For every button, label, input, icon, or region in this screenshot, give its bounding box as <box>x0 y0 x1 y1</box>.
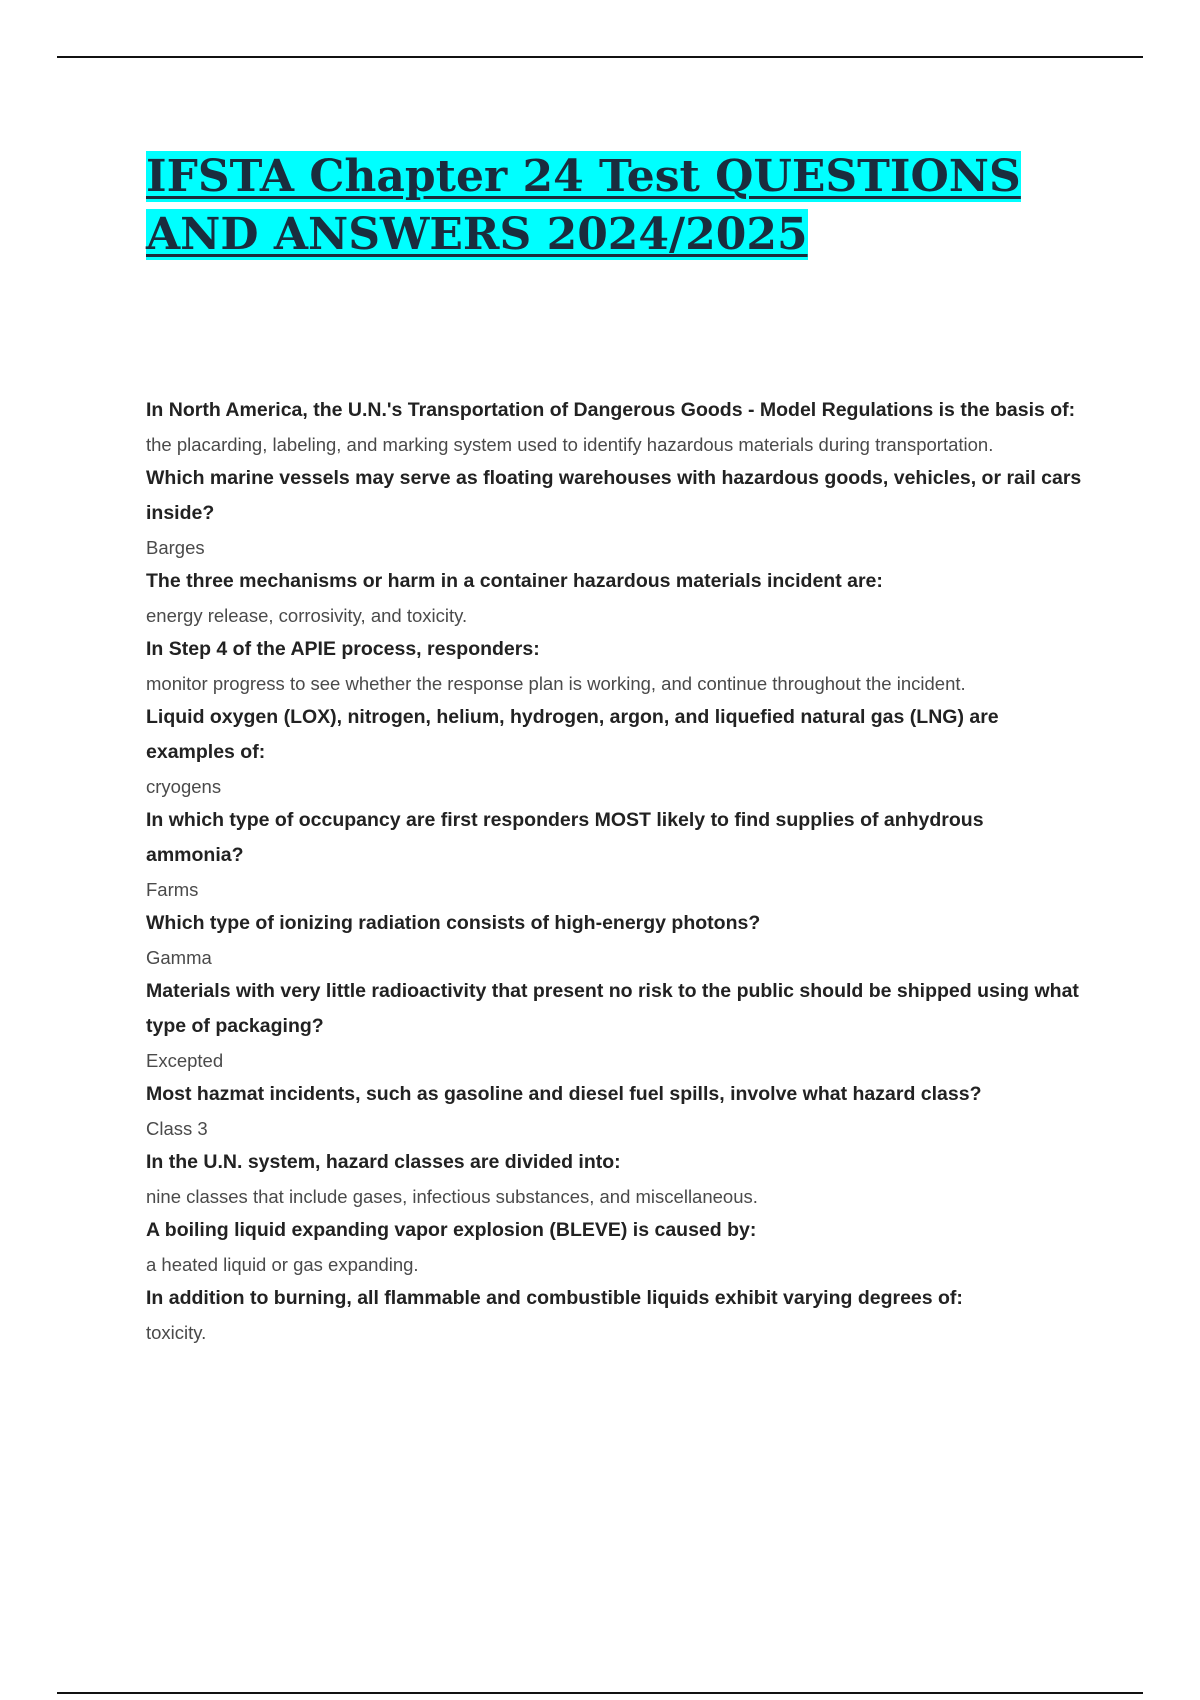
answer: Class 3 <box>146 1118 208 1139</box>
qa-item <box>146 700 1086 803</box>
bottom-rule <box>57 1692 1143 1694</box>
qa-item <box>146 803 1086 906</box>
question: A boiling liquid expanding vapor explosion (BLEVE) is caused by: <box>146 1219 757 1241</box>
question: The three mechanisms or harm in a container hazardous materials incident are: <box>146 570 883 592</box>
question: In the U.N. system, hazard classes are divided into: <box>146 1151 621 1173</box>
qa-item <box>146 974 1086 1077</box>
qa-list <box>146 393 1086 1349</box>
qa-item <box>146 906 1086 974</box>
top-rule <box>57 56 1143 58</box>
answer: Gamma <box>146 947 212 968</box>
answer: nine classes that include gases, infectious substances, and miscellaneous. <box>146 1186 758 1207</box>
answer: a heated liquid or gas expanding. <box>146 1254 419 1275</box>
document-title-text: IFSTA Chapter 24 Test QUESTIONS AND ANSWERS 2024/2025 <box>146 151 1021 260</box>
qa-item <box>146 461 1086 564</box>
qa-item <box>146 1077 1086 1145</box>
qa-item <box>146 1281 1086 1349</box>
answer: Excepted <box>146 1050 224 1071</box>
question: Materials with very little radioactivity that present no risk to the public should be shipped using what type of packaging? <box>146 980 1079 1037</box>
answer: the placarding, labeling, and marking system used to identify hazardous materials during transportation. <box>146 434 994 455</box>
question: In addition to burning, all flammable and combustible liquids exhibit varying degrees of: <box>146 1287 963 1309</box>
question: Most hazmat incidents, such as gasoline and diesel fuel spills, involve what hazard class? <box>146 1083 982 1105</box>
question: Liquid oxygen (LOX), nitrogen, helium, hydrogen, argon, and liquefied natural gas (LNG) are examples of: <box>146 706 999 763</box>
answer: cryogens <box>146 776 222 797</box>
question: In North America, the U.N.'s Transportation of Dangerous Goods - Model Regulations is the basis of: <box>146 399 1076 421</box>
question: Which marine vessels may serve as floating warehouses with hazardous goods, vehicles, or rail cars inside? <box>146 467 1082 524</box>
qa-item <box>146 1145 1086 1213</box>
question: In which type of occupancy are first responders MOST likely to find supplies of anhydrous ammonia? <box>146 809 984 866</box>
answer: monitor progress to see whether the response plan is working, and continue throughout the incident. <box>146 673 966 694</box>
answer: toxicity. <box>146 1322 207 1343</box>
question: In Step 4 of the APIE process, responders: <box>146 638 540 660</box>
answer: energy release, corrosivity, and toxicity. <box>146 605 468 626</box>
answer: Farms <box>146 879 199 900</box>
qa-item <box>146 393 1086 461</box>
qa-item <box>146 1213 1086 1281</box>
qa-item <box>146 632 1086 700</box>
qa-item <box>146 564 1086 632</box>
answer: Barges <box>146 537 205 558</box>
question: Which type of ionizing radiation consists of high-energy photons? <box>146 912 761 934</box>
document-title <box>146 148 1046 264</box>
